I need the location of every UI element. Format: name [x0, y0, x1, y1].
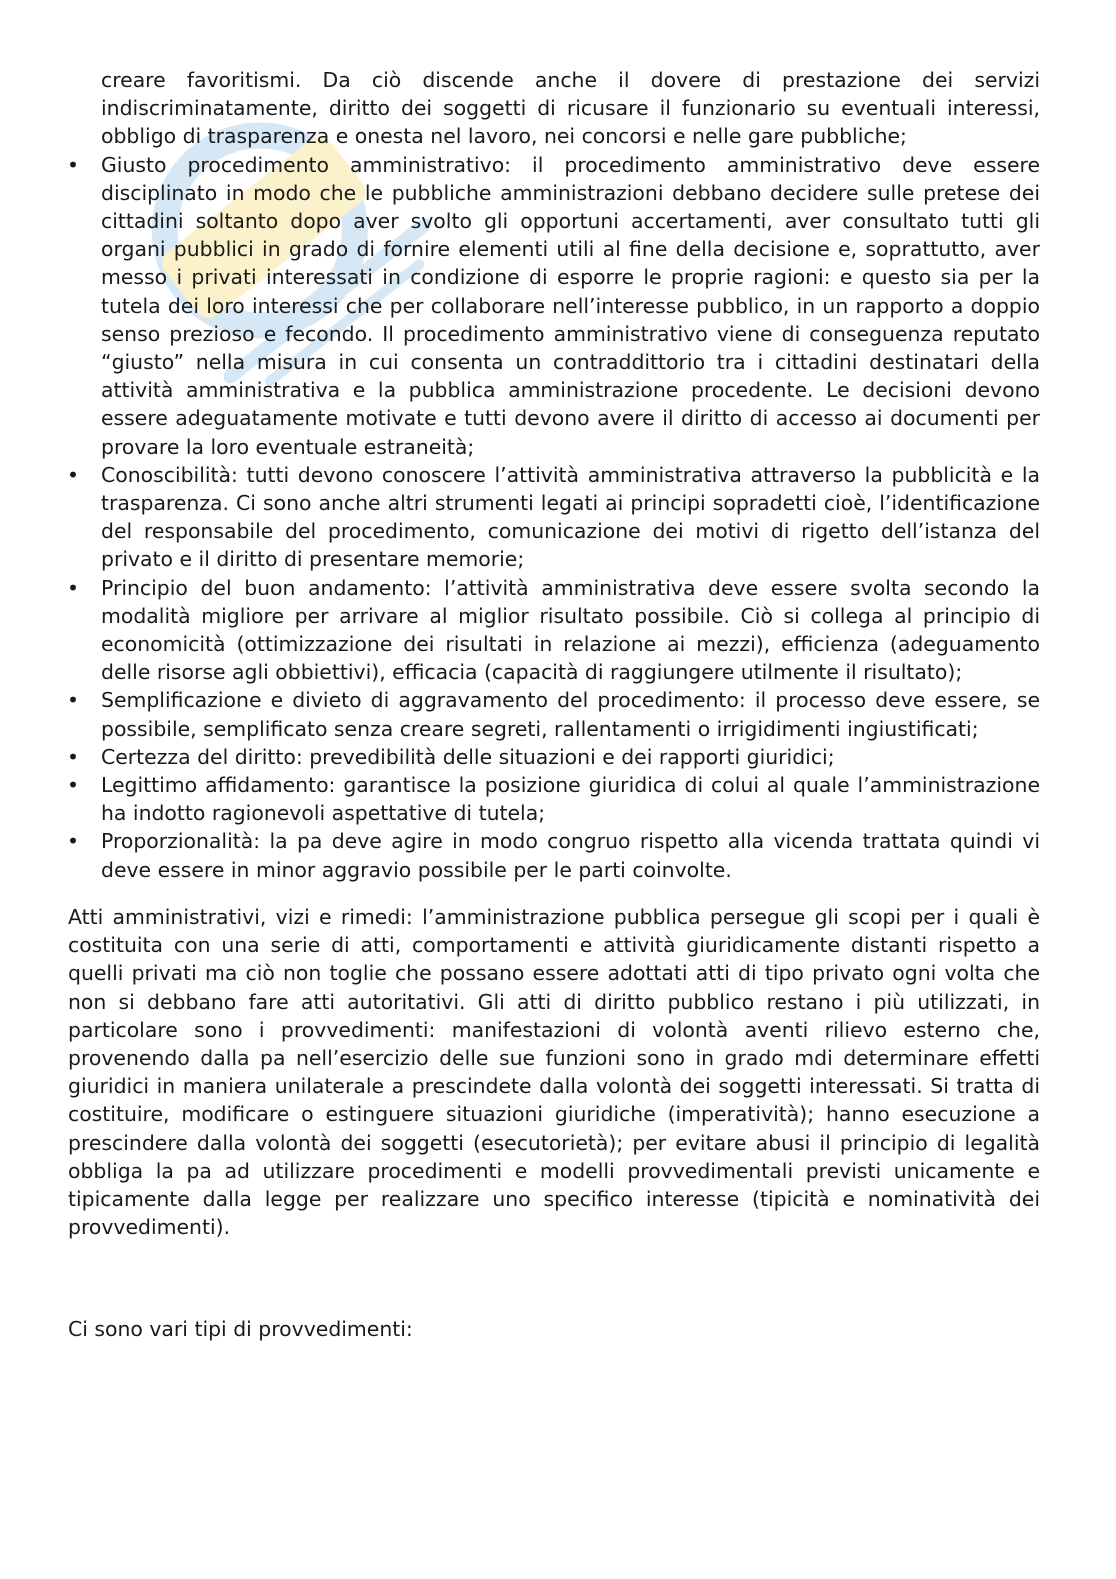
bullet-icon: • [66, 744, 80, 769]
bullet-icon: • [66, 575, 80, 600]
continuation-text: creare favoritismi. Da ciò discende anche il dovere di prestazione dei servizi indiscriminatamente, diritto dei soggetti di ricusare il funzionario su eventuali interessi, obbligo di trasparenza e onesta nel lavoro, nei concorsi e nelle gare pubbliche; [101, 68, 1040, 149]
bullet-icon: • [66, 462, 80, 487]
bullet-icon: • [66, 773, 80, 798]
list-item [68, 461, 1040, 574]
body-paragraph: Atti amministrativi, vizi e rimedi: l’amministrazione pubblica persegue gli scopi per i quali è costituita con una serie di atti, comportamenti e attività giuridicamente distanti rispetto a quelli privati ma ciò non toglie che possano essere adottati atti di tipo privato ogni volta che non si debbano fare atti autoritativi. Gli atti di diritto pubblico restano i più utilizzati, in particolare sono i provvedimenti: manifestazioni di volontà aventi rilievo esterno che, provenendo dalla pa nell’esercizio delle sue funzioni sono in grado mdi determinare effetti giuridici in maniera unilaterale a prescindete dalla volontà dei soggetti interessati. Si tratta di costituire, modificare o estinguere situazioni giuridiche (imperatività); hanno esecuzione a prescindere dalla volontà dei soggetti (esecutorietà); per evitare abusi il principio di legalità obbliga la pa ad utilizzare procedimenti e modelli provvedimentali previsti unicamente e tipicamente dalla legge per realizzare uno specifico interesse (tipicità e nominatività dei provvedimenti). [68, 904, 1040, 1240]
list-item-text: Semplificazione e divieto di aggravamento del procedimento: il processo deve essere, se possibile, semplificato senza creare segreti, rallentamenti o irrigidimenti ingiustificati; [101, 688, 1040, 741]
list-item-text: Giusto procedimento amministrativo: il procedimento amministrativo deve essere disciplinato in modo che le pubbliche amministrazioni debbano decidere sulle pretese dei cittadini soltanto dopo aver svolto gli opportuni accertamenti, aver consultato tutti gli organi pubblici in grado di fornire elementi utili al fine della decisione e, soprattutto, aver messo i privati interessati in condizione di esporre le proprie ragioni: e questo sia per la tutela dei loro interessi che per collaborare nell’interesse pubblico, in un rapporto a doppio senso prezioso e fecondo. Il procedimento amministrativo viene di conseguenza reputato “giusto” nella misura in cui consenta un contraddittorio tra i cittadini destinatari della attività amministrativa e la pubblica amministrazione procedente. Le decisioni devono essere adeguatamente motivate e tutti devono avere il diritto di accesso ai documenti per provare la loro eventuale estraneità; [101, 152, 1040, 459]
list-item-text: Principio del buon andamento: l’attività amministrativa deve essere svolta secondo la modalità migliore per arrivare al miglior risultato possibile. Ciò si collega al principio di economicità (ottimizzazione dei risultati in relazione ai mezzi), efficienza (adeguamento delle risorse agli obbiettivi), efficacia (capacità di raggiungere utilmente il risultato); [101, 575, 1040, 685]
list-item [68, 827, 1040, 883]
list-item-text: Conoscibilità: tutti devono conoscere l’attività amministrativa attraverso la pubblicità e la trasparenza. Ci sono anche altri strumenti legati ai principi sopradetti cioè, l’identificazione del responsabile del procedimento, comunicazione dei motivi di rigetto dell’istanza del privato e il diritto di presentare memorie; [101, 462, 1040, 572]
list-item [68, 743, 1040, 771]
bullet-icon: • [66, 688, 80, 713]
list-item-text: Legittimo affidamento: garantisce la posizione giuridica di colui al quale l’amministrazione ha indotto ragionevoli aspettative di tutela; [101, 773, 1040, 826]
list-item [68, 151, 1040, 461]
list-item [68, 686, 1040, 742]
document-page [68, 66, 1040, 1344]
list-item-text: Proporzionalità: la pa deve agire in modo congruo rispetto alla vicenda trattata quindi vi deve essere in minor aggravio possibile per le parti coinvolte. [101, 829, 1040, 882]
principles-list [68, 151, 1040, 884]
list-item [68, 771, 1040, 827]
bullet-icon: • [66, 829, 80, 854]
list-item [68, 574, 1040, 687]
list-item-text: Certezza del diritto: prevedibilità delle situazioni e dei rapporti giuridici; [101, 744, 835, 769]
closing-line: Ci sono vari tipi di provvedimenti: [68, 1317, 413, 1342]
bullet-icon: • [66, 152, 80, 177]
